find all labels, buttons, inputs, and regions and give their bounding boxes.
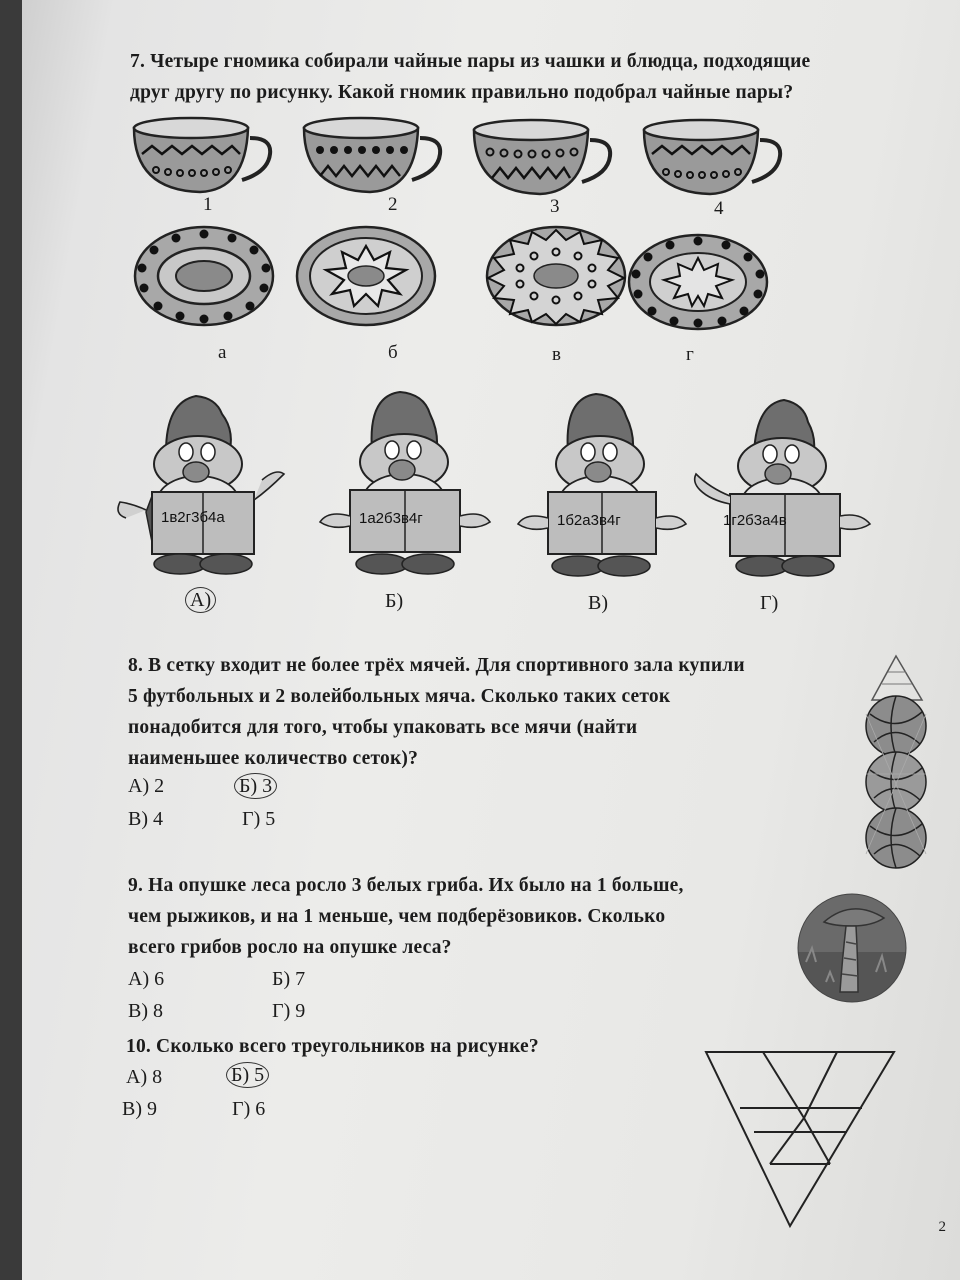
saucer-b-icon bbox=[294, 224, 439, 328]
q9-line-1: 9. На опушке леса росло 3 белых гриба. Их было на 1 больше, bbox=[128, 875, 684, 896]
q7-title bbox=[130, 46, 810, 108]
q7-line-2: друг другу по рисунку. Какой гномик правильно подобрал чайные пары? bbox=[130, 82, 794, 103]
cup-2-icon bbox=[300, 110, 450, 200]
q10-option-g[interactable]: Г) 6 bbox=[232, 1098, 266, 1120]
cup-4-number: 4 bbox=[714, 198, 724, 219]
ball-net-icon bbox=[852, 654, 942, 874]
gnome-b-icon bbox=[302, 386, 492, 578]
q8-option-b-circled: Б) 3 bbox=[234, 773, 277, 799]
gnome-v-option[interactable]: В) bbox=[588, 592, 608, 614]
gnome-g-icon bbox=[674, 396, 874, 580]
saucer-v-icon bbox=[484, 224, 629, 328]
gnome-v-code: 1б2а3в4г bbox=[557, 512, 621, 529]
q8-line-2: 5 футбольных и 2 волейбольных мяча. Сколько таких сеток bbox=[128, 686, 671, 707]
worksheet-page bbox=[22, 0, 960, 1280]
mushroom-photo-icon bbox=[796, 892, 908, 1004]
saucer-g-icon bbox=[626, 232, 771, 332]
saucer-g-label: г bbox=[686, 344, 694, 365]
q8-option-v[interactable]: В) 4 bbox=[128, 808, 163, 830]
q10-option-b[interactable] bbox=[226, 1064, 269, 1087]
cup-1-icon bbox=[130, 110, 280, 200]
q8-title bbox=[128, 650, 745, 774]
cup-3-number: 3 bbox=[550, 196, 560, 217]
q10-line-1: 10. Сколько всего треугольников на рисунке? bbox=[126, 1036, 539, 1057]
q9-option-a[interactable]: А) 6 bbox=[128, 968, 165, 990]
q8-option-g[interactable]: Г) 5 bbox=[242, 808, 276, 830]
cup-2-number: 2 bbox=[388, 194, 398, 215]
q10-option-v[interactable]: В) 9 bbox=[122, 1098, 157, 1120]
saucer-b-label: б bbox=[388, 342, 398, 363]
q10-option-b-circled: Б) 5 bbox=[226, 1062, 269, 1088]
gnome-g-option[interactable]: Г) bbox=[760, 592, 779, 614]
q9-option-b[interactable]: Б) 7 bbox=[272, 968, 306, 990]
q9-line-3: всего грибов росло на опушке леса? bbox=[128, 937, 452, 958]
gnome-a-code: 1в2г3б4а bbox=[161, 509, 225, 526]
q9-title bbox=[128, 870, 684, 963]
saucer-v-label: в bbox=[552, 344, 561, 365]
q8-option-a[interactable]: А) 2 bbox=[128, 775, 165, 797]
cup-1-number: 1 bbox=[203, 194, 213, 215]
q10-title bbox=[126, 1031, 539, 1062]
gnome-a-label-circled: А) bbox=[185, 587, 216, 613]
q9-option-v[interactable]: В) 8 bbox=[128, 1000, 163, 1022]
q8-option-b[interactable] bbox=[234, 775, 277, 798]
q8-line-4: наименьшее количество сеток)? bbox=[128, 748, 419, 769]
gnome-g-code: 1г2б3а4в bbox=[723, 512, 787, 529]
q10-option-a[interactable]: А) 8 bbox=[126, 1066, 163, 1088]
gnome-a-option[interactable] bbox=[185, 589, 216, 612]
q8-line-3: понадобится для того, чтобы упаковать все мячи (найти bbox=[128, 717, 638, 738]
page-number: 2 bbox=[938, 1219, 946, 1235]
q9-option-g[interactable]: Г) 9 bbox=[272, 1000, 306, 1022]
gnome-v-icon bbox=[498, 388, 688, 578]
q9-line-2: чем рыжиков, и на 1 меньше, чем подберёзовиков. Сколько bbox=[128, 906, 666, 927]
q8-line-1: 8. В сетку входит не более трёх мячей. Для спортивного зала купили bbox=[128, 655, 745, 676]
saucer-a-label: а bbox=[218, 342, 227, 363]
gnome-b-option[interactable]: Б) bbox=[385, 590, 404, 612]
triangle-figure-icon bbox=[702, 1046, 898, 1230]
cup-3-icon bbox=[470, 112, 620, 202]
saucer-a-icon bbox=[132, 224, 277, 328]
gnome-a-icon bbox=[96, 392, 286, 578]
cup-4-icon bbox=[640, 112, 800, 202]
q7-line-1: 7. Четыре гномика собирали чайные пары из чашки и блюдца, подходящие bbox=[130, 51, 811, 72]
gnome-b-code: 1а2б3в4г bbox=[359, 510, 423, 527]
